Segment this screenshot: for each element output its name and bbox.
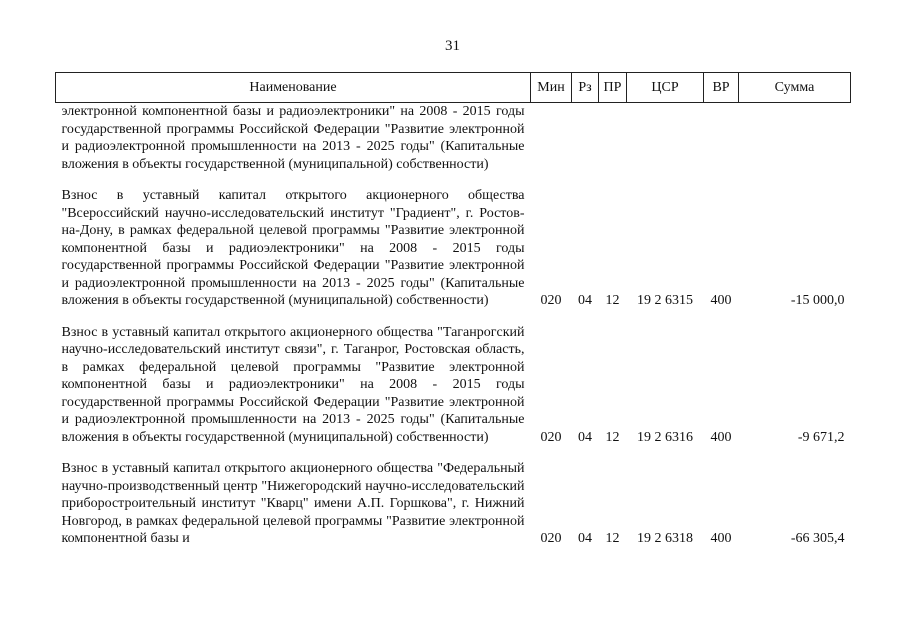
- header-name: Наименование: [56, 73, 531, 103]
- row-vr: [704, 103, 739, 174]
- header-sum: Сумма: [739, 73, 851, 103]
- row-pr: 12: [605, 293, 620, 308]
- row-csr: [627, 103, 704, 174]
- header-rz: Рз: [572, 73, 599, 103]
- row-pr: 12: [605, 531, 620, 546]
- row-csr: 19 2 6315: [637, 293, 693, 308]
- row-name: Взнос в уставный капитал открытого акционерного общества "Всероссийский научно-исследовательский институт "Градиент", г. Ростов-на-Дону, в рамках федеральной целевой программы "Развитие электронной компонентной базы и радиоэлектроники" на 2008 - 2015 годы государственной программы Российской Федерации "Развитие электронной и радиоэлектронной промышленности на 2013 - 2025 годы" (Капитальные вложения в объекты государственной (муниципальной) собственности): [61, 188, 525, 308]
- table-row: [56, 187, 851, 310]
- row-name: Взнос в уставный капитал открытого акционерного общества "Таганрогский научно-исследовательский институт связи", г. Таганрог, Ростовская область, в рамках федеральной целевой программы "Развитие электронной компонентной базы и радиоэлектроники" на 2008 - 2015 годы государственной программы Российской Федерации "Развитие электронной и радиоэлектронной промышленности на 2013 - 2025 годы" (Капитальные вложения в объекты государственной (муниципальной) собственности): [61, 324, 525, 445]
- row-csr: 19 2 6316: [637, 429, 693, 445]
- row-pr: 12: [605, 429, 620, 445]
- row-spacer: [56, 446, 851, 460]
- table-row: [56, 460, 851, 548]
- row-min: 020: [540, 429, 562, 445]
- row-min: 020: [540, 293, 562, 308]
- header-vr: ВР: [704, 73, 739, 103]
- header-csr: ЦСР: [627, 73, 704, 103]
- budget-table: [55, 72, 851, 548]
- header-pr: ПР: [599, 73, 627, 103]
- row-spacer: [56, 310, 851, 324]
- row-vr: 400: [710, 429, 732, 445]
- row-name: электронной компонентной базы и радиоэлектроники" на 2008 - 2015 годы государственной программы Российской Федерации "Развитие электронной и радиоэлектронной промышленности на 2013 - 2025 годы" (Капитальные вложения в объекты государственной (муниципальной) собственности): [61, 104, 525, 172]
- row-name: Взнос в уставный капитал открытого акционерного общества "Федеральный научно-производственный центр "Нижегородский научно-исследовательский приборостроительный институт "Кварц" имени А.П. Горшкова", г. Нижний Новгород, в рамках федеральной целевой программы "Развитие электронной компонентной базы и: [61, 461, 525, 546]
- row-vr: 400: [710, 293, 732, 308]
- row-sum: -9 671,2: [797, 429, 845, 445]
- row-rz: [572, 103, 599, 174]
- row-sum: -15 000,0: [790, 293, 845, 308]
- page-number: 31: [445, 38, 460, 54]
- row-min: 020: [540, 531, 562, 546]
- row-pr: [599, 103, 627, 174]
- table-row: [56, 324, 851, 447]
- row-spacer: [56, 173, 851, 187]
- table-row: [56, 103, 851, 174]
- row-rz: 04: [578, 531, 592, 546]
- row-rz: 04: [578, 429, 592, 445]
- row-vr: 400: [710, 531, 732, 546]
- row-rz: 04: [578, 293, 592, 308]
- row-sum: -66 305,4: [790, 531, 845, 546]
- row-min: [531, 103, 572, 174]
- table-header-row: [56, 73, 851, 103]
- header-min: Мин: [531, 73, 572, 103]
- row-sum: [739, 103, 851, 174]
- row-csr: 19 2 6318: [637, 531, 693, 546]
